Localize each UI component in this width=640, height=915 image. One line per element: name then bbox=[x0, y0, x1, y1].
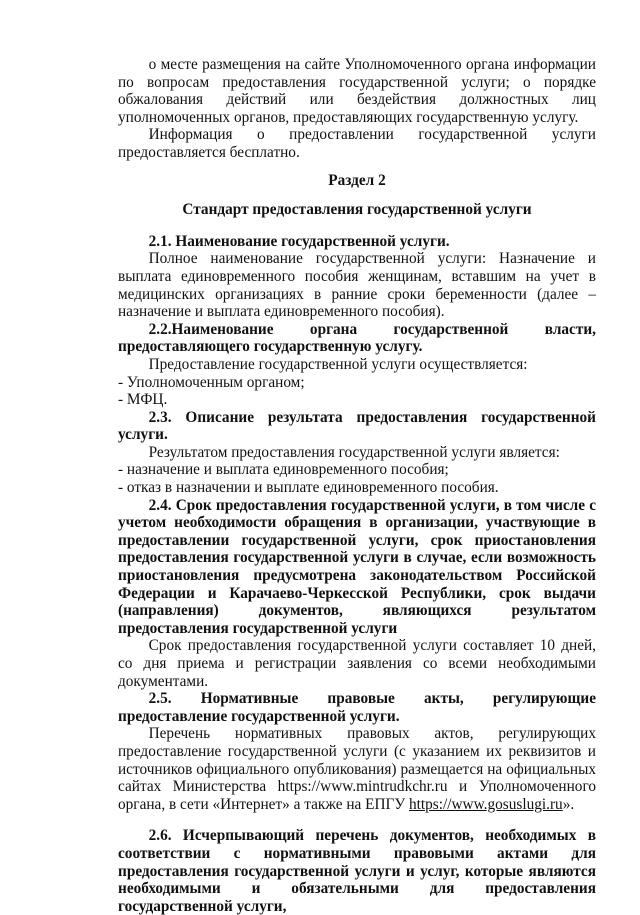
heading-2-6: 2.6. Исчерпывающий перечень документов, необходимых в соответствии с нормативными правовыми актами для предоставления государственной услуги и услуг, которые являются необходимыми и обязательными для предоставления государственной услуги, bbox=[118, 827, 596, 915]
heading-2-5: 2.5. Нормативные правовые акты, регулирующие предоставление государственной услуги. bbox=[118, 690, 596, 725]
text-2-5 bbox=[118, 725, 596, 813]
list-item-2-3-1: - назначение и выплата единовременного пособия; bbox=[118, 461, 449, 479]
list-item-2-2-2: - МФЦ. bbox=[118, 391, 168, 409]
gosuslugi-link[interactable]: https://www.gosuslugi.ru bbox=[409, 795, 563, 813]
text-2-2: Предоставление государственной услуги осуществляется: bbox=[148, 355, 528, 373]
heading-2-2: 2.2.Наименование органа государственной власти, предоставляющего государственную услугу. bbox=[118, 320, 596, 356]
list-item-2-3-2: - отказ в назначении и выплате единовременного пособия. bbox=[118, 479, 499, 497]
heading-2-4: 2.4. Срок предоставления государственной услуги, в том числе с учетом необходимости обращения в организации, участвующие в предоставлении государственной услуги, срок приостановления предоставления государственной услуги в случае, если возможность приостановления предусмотрена законодательством Российской Федерации и Карачаево-Черкесской Республики, срок выдачи (направления) документов, являющихся результатом предоставления государственной услуги bbox=[118, 496, 596, 637]
text-2-4: Срок предоставления государственной услуги составляет 10 дней, со дня приема и регистрации заявления со всеми необходимыми документами. bbox=[118, 637, 596, 690]
text-2-5-end: ». bbox=[562, 795, 575, 813]
intro-paragraph-2: Информация о предоставлении государственной услуги предоставляется бесплатно. bbox=[118, 126, 596, 161]
list-item-2-2-1: - Уполномоченным органом; bbox=[118, 373, 305, 391]
heading-2-1: 2.1. Наименование государственной услуги. bbox=[148, 232, 450, 250]
document-body bbox=[118, 56, 596, 915]
text-2-3: Результатом предоставления государственной услуги является: bbox=[148, 443, 560, 461]
section-label: Раздел 2 bbox=[328, 171, 386, 189]
section-title: Стандарт предоставления государственной услуги bbox=[182, 201, 532, 219]
text-2-1: Полное наименование государственной услуги: Назначение и выплата единовременного пособия женщинам, вставшим на учет в медицинских организациях в ранние сроки беременности (далее – назначение и выплата единовременного пособия). bbox=[118, 250, 596, 321]
intro-paragraph-1: о месте размещения на сайте Уполномоченного органа информации по вопросам предоставления государственной услуги; о порядке обжалования действий или бездействия должностных лиц уполномоченных органов, предоставляющих государственную услугу. bbox=[118, 56, 596, 126]
text-2-5-main: Перечень нормативных правовых актов, регулирующих предоставление государственной услуги (с указанием их реквизитов и источников официального опубликования) размещается на официальных сайтах Министерства https://www.mintrudkchr.ru и Уполномоченного органа, в сети «Интернет» а также на ЕПГУ bbox=[118, 725, 596, 813]
heading-2-3: 2.3. Описание результата предоставления государственной услуги. bbox=[118, 408, 596, 444]
